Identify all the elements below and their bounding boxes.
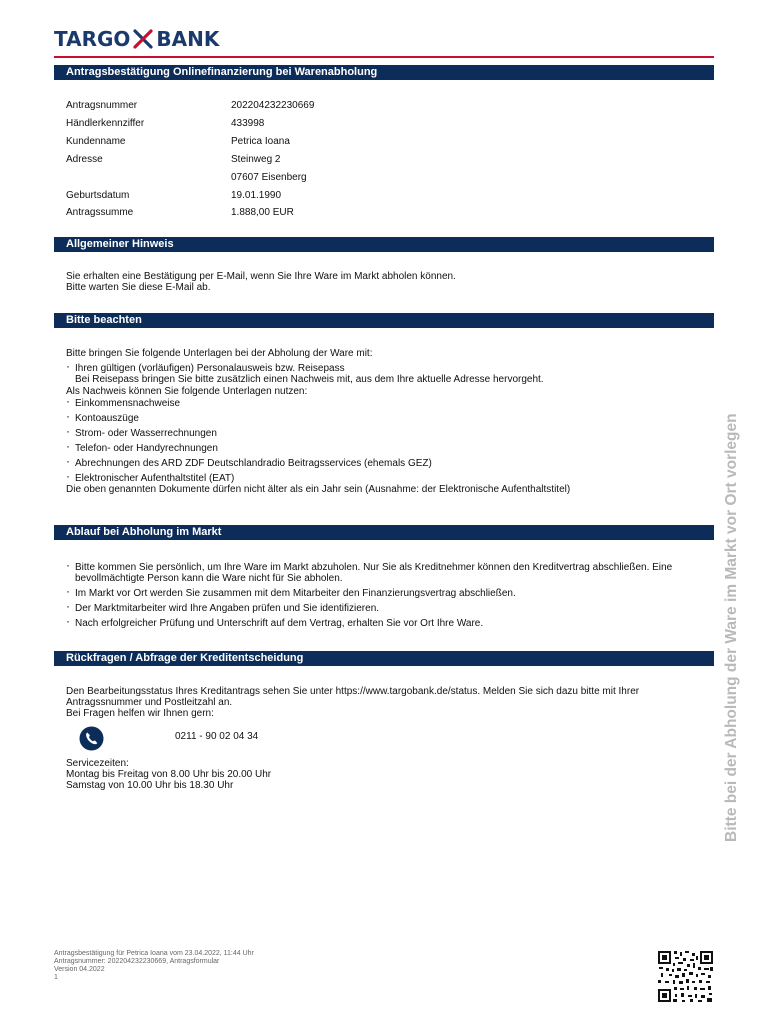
section-title: Antragsbestätigung Onlinefinanzierung bei Warenabholung xyxy=(66,66,378,78)
paragraph-line: Antragssnummer und Postleitzahl an. xyxy=(66,697,233,708)
bullet-item: · Einkommensnachweise xyxy=(66,398,716,409)
paragraph-line: Sie erhalten eine Bestätigung per E-Mail, wenn Sie Ihre Ware im Markt abholen können. xyxy=(66,271,456,282)
footer xyxy=(54,950,254,982)
bullet-item: · Bitte kommen Sie persönlich, um Ihre Ware im Markt abzuholen. Nur Sie als Kreditnehmer können den Kreditvertrag abschließen. Eine xyxy=(66,562,716,573)
section-title: Ablauf bei Abholung im Markt xyxy=(66,526,222,538)
service-hours xyxy=(66,758,716,791)
logo-word-bank: BANK xyxy=(156,27,220,51)
logo-cross-icon xyxy=(132,28,154,50)
paragraph-line: Bitte warten Sie diese E-Mail ab. xyxy=(66,282,211,293)
bullet-item: · Elektronischer Aufenthaltstitel (EAT) xyxy=(66,473,716,484)
please-note-text xyxy=(66,348,716,495)
phone-icon xyxy=(79,726,104,751)
kv-label: Antragssumme xyxy=(66,207,134,218)
bullet-item: · Der Marktmitarbeiter wird Ihre Angaben prüfen und Sie identifizieren. xyxy=(66,603,716,614)
kv-label: Händlerkennziffer xyxy=(66,118,145,129)
footer-line: Version 04.2022 xyxy=(54,966,105,973)
service-phone-number[interactable]: 0211 - 90 02 04 34 xyxy=(175,731,259,742)
kv-value: 07607 Eisenberg xyxy=(231,172,307,183)
bullet-item: · Strom- oder Wasserrechnungen xyxy=(66,428,716,439)
paragraph-line: Als Nachweis können Sie folgende Unterlagen nutzen: xyxy=(66,386,308,397)
bullet-item: · Ihren gültigen (vorläufigen) Personalausweis bzw. Reisepass xyxy=(66,363,716,374)
kv-value: 433998 xyxy=(231,118,265,129)
kv-value: Petrica Ioana xyxy=(231,136,290,147)
footer-line: Antragsnummer: 202204232230669, Antragsformular xyxy=(54,958,220,965)
section-bar-general-notice xyxy=(54,237,714,252)
section-title: Allgemeiner Hinweis xyxy=(66,238,174,250)
targobank-logo xyxy=(54,27,219,51)
section-bar-pickup-process xyxy=(54,525,714,540)
section-title: Bitte beachten xyxy=(66,314,142,326)
paragraph-line: Den Bearbeitungsstatus Ihres Kreditantrags sehen Sie unter https://www.targobank.de/status. Melden Sie sich dazu bitte mit Ihrer xyxy=(66,686,640,697)
paragraph-line: Bei Fragen helfen wir Ihnen gern: xyxy=(66,708,214,719)
general-notice-text xyxy=(66,271,716,293)
paragraph-line: Bitte bringen Sie folgende Unterlagen bei der Abholung der Ware mit: xyxy=(66,348,373,359)
section-title: Rückfragen / Abfrage der Kreditentscheidung xyxy=(66,652,304,664)
logo-word-targo: TARGO xyxy=(54,27,131,51)
bullet-item: · Abrechnungen des ARD ZDF Deutschlandradio Beitragsservices (ehemals GEZ) xyxy=(66,458,716,469)
kv-value: 19.01.1990 xyxy=(231,190,282,201)
section-bar-inquiries xyxy=(54,651,714,666)
pickup-process-text xyxy=(66,562,716,629)
kv-label: Adresse xyxy=(66,154,103,165)
footer-line: Antragsbestätigung für Petrica Ioana vom 23.04.2022, 11:44 Uhr xyxy=(54,950,254,957)
paragraph-line: Bei Reisepass bringen Sie bitte zusätzlich einen Nachweis mit, aus dem Ihre aktuelle Adresse hervorgeht. xyxy=(75,374,544,385)
bullet-item: · Kontoauszüge xyxy=(66,413,716,424)
paragraph-line: Samstag von 10.00 Uhr bis 18.30 Uhr xyxy=(66,780,234,791)
paragraph-line: Montag bis Freitag von 8.00 Uhr bis 20.00 Uhr xyxy=(66,769,272,780)
section-bar-confirmation xyxy=(54,65,714,80)
kv-value: Steinweg 2 xyxy=(231,154,281,165)
kv-label: Geburtsdatum xyxy=(66,190,130,201)
bullet-item: · Im Markt vor Ort werden Sie zusammen mit dem Mitarbeiter den Finanzierungsvertrag abschließen. xyxy=(66,588,716,599)
inquiries-text xyxy=(66,686,716,719)
paragraph-line: Servicezeiten: xyxy=(66,758,129,769)
header-rule xyxy=(54,56,714,58)
qr-code-icon xyxy=(657,950,714,1003)
kv-value: 1.888,00 EUR xyxy=(231,207,294,218)
side-note: Bitte bei der Abholung der Ware im Markt vor Ort vorlegen xyxy=(723,413,740,842)
kv-value: 202204232230669 xyxy=(231,100,315,111)
paragraph-line: Die oben genannten Dokumente dürfen nicht älter als ein Jahr sein (Ausnahme: der Elektronische Aufenthaltstitel) xyxy=(66,484,571,495)
kv-label: Antragsnummer xyxy=(66,100,138,111)
paragraph-line: bevollmächtigte Person kann die Ware nicht für Sie abholen. xyxy=(75,573,343,584)
bullet-item: · Telefon- oder Handyrechnungen xyxy=(66,443,716,454)
kv-label: Kundenname xyxy=(66,136,126,147)
bullet-item: · Nach erfolgreicher Prüfung und Unterschrift auf dem Vertrag, erhalten Sie vor Ort Ihre Ware. xyxy=(66,618,716,629)
section-bar-please-note xyxy=(54,313,714,328)
page-number: 1 xyxy=(54,974,58,981)
